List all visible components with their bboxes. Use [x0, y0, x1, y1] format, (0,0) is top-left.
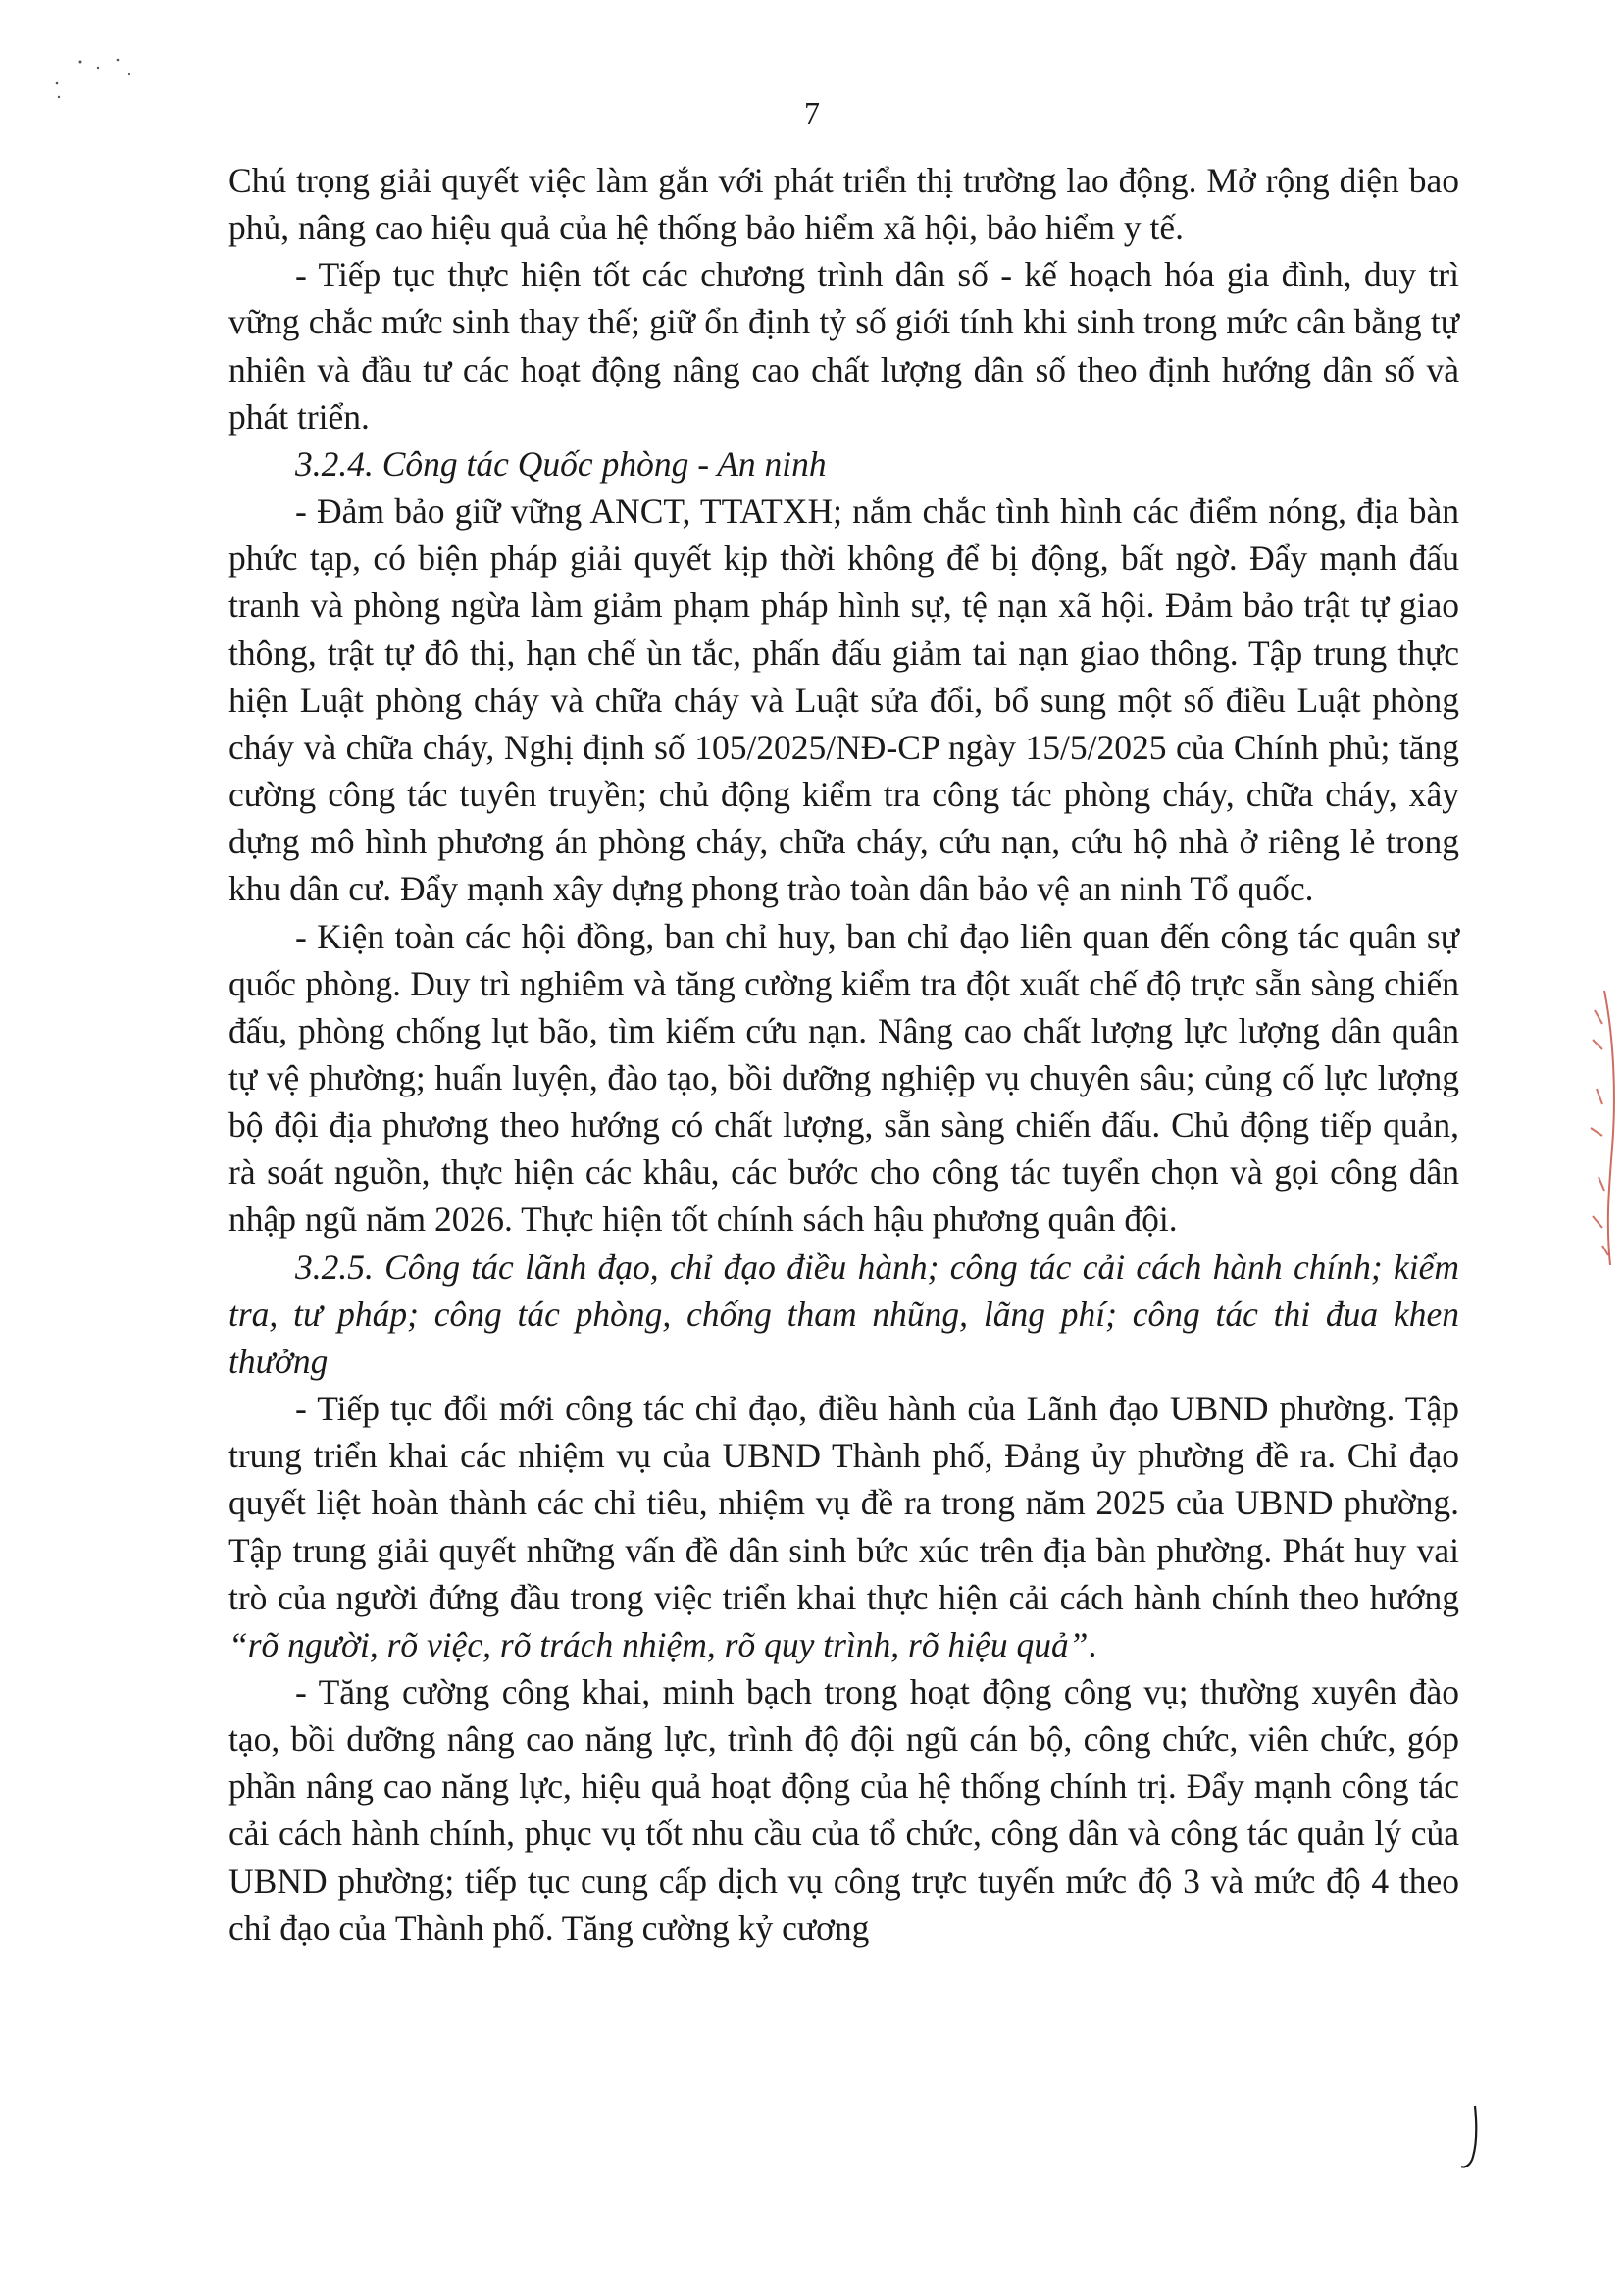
paragraph-leadership	[228, 1385, 1459, 1668]
paragraph-continuation: Chú trọng giải quyết việc làm gắn với phát triển thị trường lao động. Mở rộng diện bao phủ, nâng cao hiệu quả của hệ thống bảo hiểm xã hội, bảo hiểm y tế.	[228, 161, 1459, 248]
body-text	[228, 157, 1459, 1952]
paragraph-security-order: - Đảm bảo giữ vững ANCT, TTATXH; nắm chắc tình hình các điểm nóng, địa bàn phức tạp, có biện pháp giải quyết kịp thời không để bị động, bất ngờ. Đẩy mạnh đấu tranh và phòng ngừa làm giảm phạm pháp hình sự, tệ nạn xã hội. Đảm bảo trật tự giao thông, trật tự đô thị, hạn chế ùn tắc, phấn đấu giảm tai nạn giao thông. Tập trung thực hiện Luật phòng cháy và chữa cháy và Luật sửa đổi, bổ sung một số điều Luật phòng cháy và chữa cháy, Nghị định số 105/2025/NĐ-CP ngày 15/5/2025 của Chính phủ; tăng cường công tác tuyên truyền; chủ động kiểm tra công tác phòng cháy, chữa cháy, xây dựng mô hình phương án phòng cháy, chữa cháy, cứu nạn, cứu hộ nhà ở riêng lẻ trong khu dân cư. Đẩy mạnh xây dựng phong trào toàn dân bảo vệ an ninh Tổ quốc.	[228, 491, 1459, 909]
initial-mark	[1459, 2104, 1483, 2172]
section-heading-defense-security: 3.2.4. Công tác Quốc phòng - An ninh	[295, 443, 827, 484]
five-clear-quote: “rõ người, rõ việc, rõ trách nhiệm, rõ quy trình, rõ hiệu quả”	[228, 1624, 1089, 1664]
paragraph-population: - Tiếp tục thực hiện tốt các chương trình dân số - kế hoạch hóa gia đình, duy trì vững chắc mức sinh thay thế; giữ ổn định tỷ số giới tính khi sinh trong mức cân bằng tự nhiên và đầu tư các hoạt động nâng cao chất lượng dân số theo định hướng dân số và phát triển.	[228, 255, 1459, 436]
red-stamp-edge	[1577, 981, 1624, 1275]
paragraph-leadership-tail: .	[1088, 1624, 1097, 1664]
paragraph-military-defense: - Kiện toàn các hội đồng, ban chỉ huy, ban chỉ đạo liên quan đến công tác quân sự quốc phòng. Duy trì nghiêm và tăng cường kiểm tra đột xuất chế độ trực sẵn sàng chiến đấu, phòng chống lụt bão, tìm kiếm cứu nạn. Nâng cao chất lượng lực lượng dân quân tự vệ phường; huấn luyện, đào tạo, bồi dưỡng nghiệp vụ chuyên sâu; củng cố lực lượng bộ đội địa phương theo hướng có chất lượng, sẵn sàng chiến đấu. Chủ động tiếp quản, rà soát nguồn, thực hiện các khâu, các bước cho công tác tuyển chọn và gọi công dân nhập ngũ năm 2026. Thực hiện tốt chính sách hậu phương quân đội.	[228, 916, 1459, 1240]
paragraph-leadership-text: - Tiếp tục đổi mới công tác chỉ đạo, điều hành của Lãnh đạo UBND phường. Tập trung triển khai các nhiệm vụ của UBND Thành phố, Đảng ủy phường đề ra. Chỉ đạo quyết liệt hoàn thành các chỉ tiêu, nhiệm vụ đề ra trong năm 2025 của UBND phường. Tập trung giải quyết những vấn đề dân sinh bức xúc trên địa bàn phường. Phát huy vai trò của người đứng đầu trong việc triển khai thực hiện cải cách hành chính theo hướng	[228, 1389, 1459, 1617]
paragraph-public-service: - Tăng cường công khai, minh bạch trong hoạt động công vụ; thường xuyên đào tạo, bồi dưỡng nâng cao năng lực, trình độ đội ngũ cán bộ, công chức, viên chức, góp phần nâng cao năng lực, hiệu quả hoạt động của hệ thống chính trị. Đẩy mạnh công tác cải cách hành chính, phục vụ tốt nhu cầu của tổ chức, công dân và công tác quản lý của UBND phường; tiếp tục cung cấp dịch vụ công trực tuyến mức độ 3 và mức độ 4 theo chỉ đạo của Thành phố. Tăng cường kỷ cương	[228, 1672, 1459, 1948]
section-heading-leadership-reform: 3.2.5. Công tác lãnh đạo, chỉ đạo điều hành; công tác cải cách hành chính; kiểm tra, tư pháp; công tác phòng, chống tham nhũng, lãng phí; công tác thi đua khen thưởng	[228, 1247, 1459, 1381]
page-number: 7	[804, 95, 820, 130]
